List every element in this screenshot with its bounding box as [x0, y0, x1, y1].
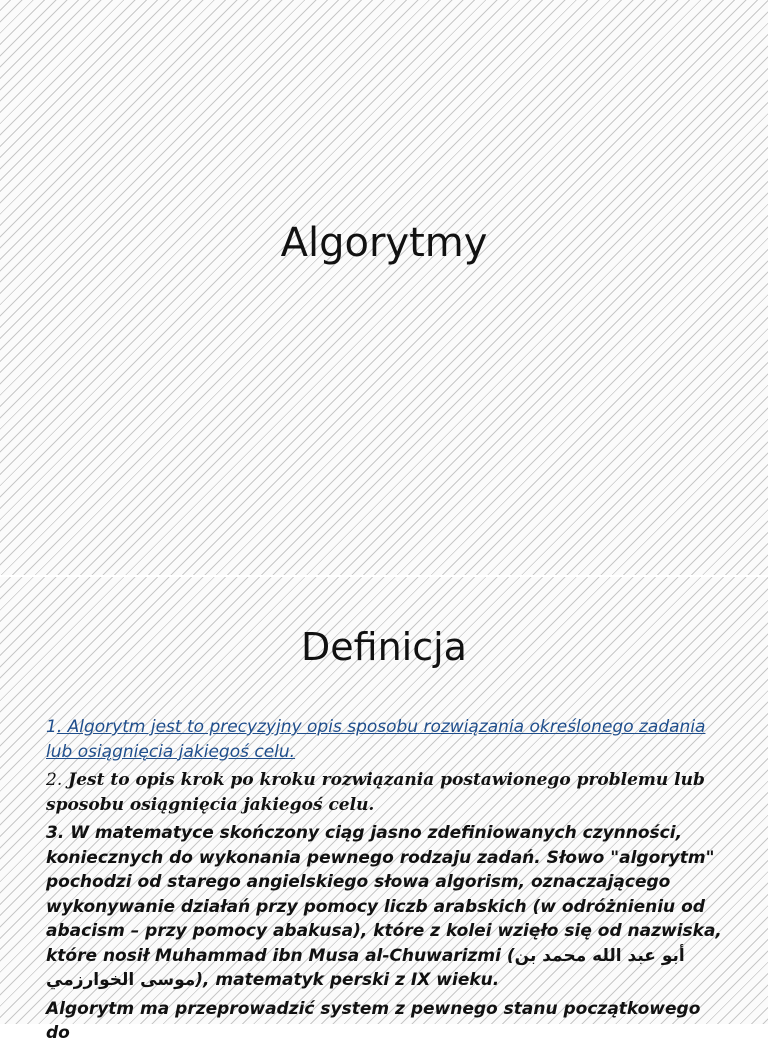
slide-title: Definicja [301, 625, 467, 669]
definition-link[interactable]: . Algorytm jest to precyzyjny opis sposobu rozwiązania określonego zadania lub osiągnięcia jakiegoś celu. [46, 717, 706, 762]
slide-title: Algorytmy [280, 220, 488, 266]
slide-2 [0, 577, 768, 1043]
paragraph-text: 3. W matematyce skończony ciąg jasno zdefiniowanych czynności, koniecznych do wykonania pewnego rodzaju zadań. Słowo "algorytm" pochodzi od starego angielskiego słowa algorism, oznaczającego wykonywanie działań przy pomocy liczb arabskich (w odróżnieniu od abacism – przy pomocy abakusa), które z kolei wzięło się od nazwiska, które nosił Muhammad ibn Musa al-Chuwarizmi ( [46, 823, 722, 966]
arabic-name: أبو عبد الله محمد بن موسى الخوارزمي [46, 945, 685, 990]
paragraph-number: 2. [46, 770, 63, 790]
definition-paragraph-1 [46, 715, 726, 764]
definition-paragraph-4 [46, 997, 726, 1046]
definition-content [46, 715, 726, 1050]
paragraph-number: 1 [46, 717, 57, 737]
paragraph-text-continued: ), matematyk perski z IX wieku. [195, 970, 500, 990]
definition-paragraph-3 [46, 821, 726, 993]
definition-paragraph-2 [46, 768, 726, 817]
paragraph-text: Jest to opis krok po kroku rozwiązania postawionego problemu lub sposobu osiągnięcia jakiegoś celu. [46, 770, 705, 815]
paragraph-text: Algorytm ma przeprowadzić system z pewnego stanu początkowego do [46, 998, 701, 1043]
